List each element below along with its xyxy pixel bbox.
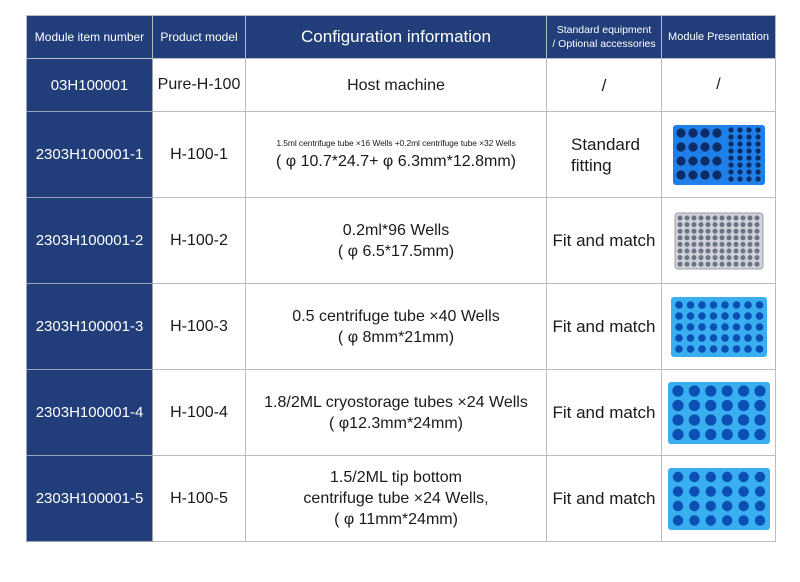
config-info [246, 370, 547, 456]
rack-well [709, 301, 717, 309]
rack-well [746, 155, 751, 160]
rack-well [684, 255, 689, 260]
rack-well [705, 241, 710, 246]
rack-well [754, 428, 765, 439]
rack-body [668, 468, 770, 530]
rack-well [677, 235, 682, 240]
rack-well [740, 255, 745, 260]
rack-well [712, 215, 717, 220]
rack-well [726, 222, 731, 227]
rack-well [747, 248, 752, 253]
rack-well [728, 148, 733, 153]
equipment-type: / [547, 59, 662, 112]
rack-well [688, 385, 699, 396]
equipment-type [547, 112, 662, 198]
rack-well [698, 301, 706, 309]
rack-well [712, 156, 721, 165]
rack-well [746, 148, 751, 153]
rack-well [712, 241, 717, 246]
header-item-number: Module item number [27, 16, 153, 59]
config-info [246, 112, 547, 198]
rack-well [688, 128, 697, 137]
rack-well [686, 345, 694, 353]
rack-well [709, 345, 717, 353]
rack-well [689, 486, 699, 496]
rack-well [755, 312, 763, 320]
config-line: ( φ12.3mm*24mm) [329, 414, 463, 432]
rack-well [675, 301, 683, 309]
rack-well [705, 222, 710, 227]
rack-well [672, 471, 682, 481]
rack-well [684, 261, 689, 266]
rack-well [705, 248, 710, 253]
rack-well [709, 323, 717, 331]
rack-well [705, 428, 716, 439]
rack-well [688, 156, 697, 165]
config-line: Host machine [347, 76, 445, 94]
product-model: H-100-4 [153, 370, 246, 456]
rack-well [755, 162, 760, 167]
rack-well [677, 222, 682, 227]
rack-well [698, 222, 703, 227]
rack-well [712, 222, 717, 227]
rack-well [747, 228, 752, 233]
rack-well [728, 127, 733, 132]
rack-well [738, 471, 748, 481]
rack-well [719, 235, 724, 240]
product-model: H-100-1 [153, 112, 246, 198]
rack-well [698, 334, 706, 342]
rack-well [740, 222, 745, 227]
rack-well [688, 399, 699, 410]
rack-well [689, 515, 699, 525]
rack-well [754, 515, 764, 525]
rack-well [754, 255, 759, 260]
rack-well [677, 248, 682, 253]
header-model: Product model [153, 16, 246, 59]
rack-well [732, 334, 740, 342]
rack-well [732, 323, 740, 331]
rack-body [671, 297, 767, 357]
rack-well [705, 399, 716, 410]
config-line: 1.5/2ML tip bottom [330, 469, 462, 486]
equipment-type: Fit and match [547, 456, 662, 542]
rack-well [691, 215, 696, 220]
rack-well [747, 222, 752, 227]
rack-well [754, 241, 759, 246]
rack-well [677, 215, 682, 220]
rack-well [698, 261, 703, 266]
module-spec-table [26, 15, 776, 542]
rack-well [755, 334, 763, 342]
rack-well [676, 128, 685, 137]
rack-well [722, 500, 732, 510]
rack-well [676, 170, 685, 179]
rack-well [721, 414, 732, 425]
rack-well [691, 228, 696, 233]
rack-well [672, 515, 682, 525]
rack-well [737, 141, 742, 146]
rack-well [691, 241, 696, 246]
rack-well [738, 428, 749, 439]
rack-body [675, 213, 763, 269]
config-small-line: 1.5ml centrifuge tube ×16 Wells +0.2ml centrifuge tube ×32 Wells [276, 137, 516, 148]
header-config: Configuration information [246, 16, 547, 59]
rack-well [705, 414, 716, 425]
rack-well [754, 471, 764, 481]
module-code: 2303H100001-2 [27, 198, 153, 284]
rack-well [744, 323, 752, 331]
rack-well [733, 261, 738, 266]
table-row [27, 198, 776, 284]
config-info [246, 198, 547, 284]
rack-well [691, 222, 696, 227]
rack-well [719, 248, 724, 253]
rack-well [698, 345, 706, 353]
rack-well [691, 255, 696, 260]
rack-well [733, 222, 738, 227]
rack-well [740, 261, 745, 266]
rack-well [705, 228, 710, 233]
module-image-cell [662, 370, 776, 456]
rack-well [705, 215, 710, 220]
module-image-cell [662, 284, 776, 370]
rack-well [726, 255, 731, 260]
rack-well [675, 312, 683, 320]
rack-well [705, 515, 715, 525]
rack-well [698, 241, 703, 246]
rack-well [705, 486, 715, 496]
product-model: H-100-2 [153, 198, 246, 284]
rack-well [755, 134, 760, 139]
config-line: 0.5 centrifuge tube ×40 Wells [292, 307, 500, 325]
rack-well [705, 471, 715, 481]
rack-well [712, 228, 717, 233]
rack-well [740, 241, 745, 246]
rack-well [755, 345, 763, 353]
config-line: ( φ 6.5*17.5mm) [337, 242, 455, 260]
blue-rack-40-wells-image [670, 296, 768, 358]
header-row [27, 16, 776, 59]
rack-well [737, 127, 742, 132]
product-model: Pure-H-100 [153, 59, 246, 112]
rack-well [733, 228, 738, 233]
rack-well [721, 312, 729, 320]
rack-well [689, 471, 699, 481]
rack-well [677, 261, 682, 266]
table-row [27, 112, 776, 198]
rack-well [755, 301, 763, 309]
rack-well [726, 241, 731, 246]
rack-well [684, 248, 689, 253]
config-line: ( φ 11mm*24mm) [334, 511, 458, 528]
rack-well [754, 414, 765, 425]
rack-well [672, 500, 682, 510]
rack-well [747, 241, 752, 246]
rack-well [726, 248, 731, 253]
rack-well [728, 155, 733, 160]
rack-well [676, 156, 685, 165]
rack-well [688, 414, 699, 425]
rack-well [719, 222, 724, 227]
rack-well [721, 399, 732, 410]
rack-well [705, 500, 715, 510]
rack-well [688, 428, 699, 439]
rack-well [740, 235, 745, 240]
rack-well [746, 176, 751, 181]
rack-well [705, 235, 710, 240]
blue-rack-24-tip-wells-image [667, 467, 771, 531]
header-presentation: Module Presentation [662, 16, 776, 59]
rack-well [755, 148, 760, 153]
rack-well [672, 428, 683, 439]
rack-well [672, 486, 682, 496]
rack-well [726, 215, 731, 220]
equipment-type: Fit and match [547, 370, 662, 456]
rack-well [738, 414, 749, 425]
rack-well [740, 228, 745, 233]
presentation-text: / [662, 59, 776, 112]
rack-well [733, 248, 738, 253]
rack-well [705, 255, 710, 260]
header-equipment-line2: / Optional accessories [552, 38, 656, 50]
rack-well [755, 155, 760, 160]
module-code: 2303H100001-3 [27, 284, 153, 370]
rack-well [754, 222, 759, 227]
rack-well [677, 228, 682, 233]
rack-well [733, 235, 738, 240]
rack-well [754, 500, 764, 510]
rack-well [746, 127, 751, 132]
rack-well [698, 312, 706, 320]
rack-well [721, 428, 732, 439]
rack-well [698, 228, 703, 233]
blue-rack-mixed-wells-image [672, 124, 766, 186]
rack-well [728, 169, 733, 174]
module-code: 2303H100001-5 [27, 456, 153, 542]
rack-well [737, 162, 742, 167]
rack-well [712, 261, 717, 266]
rack-well [721, 334, 729, 342]
rack-well [728, 176, 733, 181]
rack-well [726, 261, 731, 266]
rack-well [738, 399, 749, 410]
rack-well [684, 228, 689, 233]
rack-well [712, 170, 721, 179]
module-code: 03H100001 [27, 59, 153, 112]
config-info [246, 284, 547, 370]
rack-well [746, 141, 751, 146]
rack-well [728, 162, 733, 167]
rack-well [732, 301, 740, 309]
rack-well [677, 241, 682, 246]
table-row [27, 370, 776, 456]
equipment-type: Fit and match [547, 284, 662, 370]
rack-well [722, 486, 732, 496]
rack-well [700, 142, 709, 151]
rack-well [712, 128, 721, 137]
rack-well [698, 235, 703, 240]
rack-well [676, 142, 685, 151]
rack-well [737, 134, 742, 139]
rack-well [721, 345, 729, 353]
rack-well [691, 261, 696, 266]
rack-well [755, 176, 760, 181]
rack-well [738, 515, 748, 525]
rack-well [754, 399, 765, 410]
rack-well [684, 235, 689, 240]
rack-well [675, 334, 683, 342]
rack-well [684, 222, 689, 227]
rack-well [737, 155, 742, 160]
rack-well [691, 235, 696, 240]
equipment-line: fitting [571, 155, 612, 175]
rack-well [747, 215, 752, 220]
rack-well [712, 235, 717, 240]
rack-well [754, 261, 759, 266]
rack-well [721, 385, 732, 396]
rack-well [733, 215, 738, 220]
rack-well [754, 385, 765, 396]
rack-well [719, 215, 724, 220]
rack-well [746, 162, 751, 167]
rack-well [686, 323, 694, 331]
rack-well [733, 241, 738, 246]
config-line: centrifuge tube ×24 Wells, [303, 490, 489, 507]
rack-well [740, 248, 745, 253]
rack-well [686, 312, 694, 320]
rack-well [719, 241, 724, 246]
rack-well [747, 235, 752, 240]
rack-well [738, 486, 748, 496]
header-equipment-line1: Standard equipment [556, 24, 652, 36]
rack-well [755, 141, 760, 146]
rack-well [712, 142, 721, 151]
rack-well [747, 261, 752, 266]
rack-well [686, 334, 694, 342]
rack-well [709, 334, 717, 342]
rack-well [737, 169, 742, 174]
rack-well [688, 170, 697, 179]
rack-well [719, 228, 724, 233]
rack-well [712, 255, 717, 260]
rack-well [675, 345, 683, 353]
rack-well [698, 323, 706, 331]
rack-well [733, 255, 738, 260]
rack-well [721, 323, 729, 331]
config-info [246, 59, 547, 112]
rack-well [744, 312, 752, 320]
rack-well [744, 301, 752, 309]
rack-well [700, 156, 709, 165]
rack-well [754, 228, 759, 233]
rack-well [755, 323, 763, 331]
product-model: H-100-3 [153, 284, 246, 370]
rack-well [705, 261, 710, 266]
config-line: 1.8/2ML cryostorage tubes ×24 Wells [264, 393, 528, 411]
rack-well [726, 228, 731, 233]
rack-well [698, 255, 703, 260]
rack-well [722, 471, 732, 481]
rack-well [684, 215, 689, 220]
rack-well [684, 241, 689, 246]
config-line: ( φ 8mm*21mm) [337, 328, 455, 346]
rack-well [675, 323, 683, 331]
rack-well [686, 301, 694, 309]
rack-well [722, 515, 732, 525]
rack-well [688, 142, 697, 151]
rack-well [754, 486, 764, 496]
rack-well [698, 248, 703, 253]
module-image-cell [662, 112, 776, 198]
rack-well [672, 385, 683, 396]
rack-well [746, 134, 751, 139]
rack-well [721, 301, 729, 309]
rack-well [744, 345, 752, 353]
rack-well [719, 261, 724, 266]
rack-well [677, 255, 682, 260]
rack-well [700, 128, 709, 137]
rack-well [728, 134, 733, 139]
rack-well [719, 255, 724, 260]
config-line: ( φ 10.7*24.7+ φ 6.3mm*12.8mm) [276, 152, 516, 170]
rack-well [709, 312, 717, 320]
rack-well [740, 215, 745, 220]
rack-well [726, 235, 731, 240]
rack-well [672, 399, 683, 410]
table-row [27, 456, 776, 542]
rack-well [700, 170, 709, 179]
module-code: 2303H100001-4 [27, 370, 153, 456]
rack-well [755, 127, 760, 132]
rack-well [691, 248, 696, 253]
rack-well [746, 169, 751, 174]
rack-well [738, 385, 749, 396]
rack-well [672, 414, 683, 425]
rack-well [737, 148, 742, 153]
rack-well [754, 235, 759, 240]
module-image-cell [662, 198, 776, 284]
rack-well [747, 255, 752, 260]
rack-well [755, 169, 760, 174]
module-code: 2303H100001-1 [27, 112, 153, 198]
config-line: 0.2ml*96 Wells [342, 221, 450, 239]
product-model: H-100-5 [153, 456, 246, 542]
header-equipment [547, 16, 662, 59]
silver-rack-96-wells-image [674, 212, 764, 270]
config-info [246, 456, 547, 542]
blue-rack-24-wells-image [667, 381, 771, 445]
rack-well [712, 248, 717, 253]
rack-well [754, 248, 759, 253]
rack-well [732, 345, 740, 353]
rack-well [705, 385, 716, 396]
rack-well [689, 500, 699, 510]
equipment-type: Fit and match [547, 198, 662, 284]
table-row [27, 284, 776, 370]
rack-well [698, 215, 703, 220]
table-row [27, 59, 776, 112]
rack-well [732, 312, 740, 320]
rack-well [728, 141, 733, 146]
rack-well [744, 334, 752, 342]
rack-well [738, 500, 748, 510]
module-image-cell [662, 456, 776, 542]
equipment-line: Standard [571, 134, 640, 154]
rack-well [737, 176, 742, 181]
rack-well [754, 215, 759, 220]
